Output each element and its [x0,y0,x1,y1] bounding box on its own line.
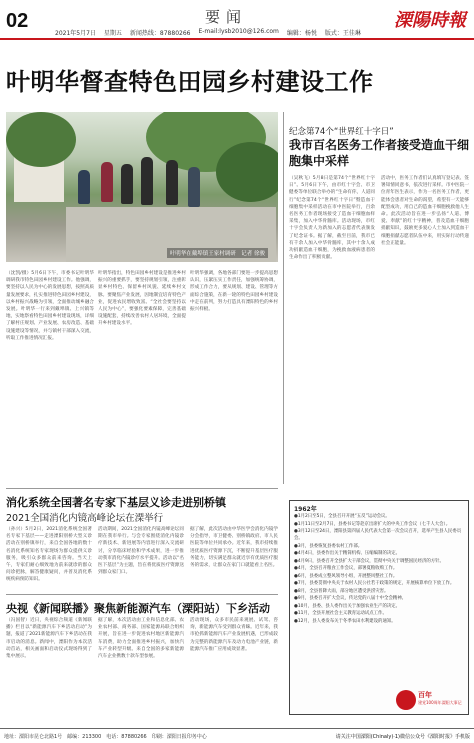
story2-body-col1: （孙兴）5月2日，2021消化系统全国著名专家下基层——走进溧阳别桥大型义诊活动在别桥镇举行，来自全国各地的数十名消化系统知名专家现场为群众提供义诊服务，吸引众多群众前来咨询。当天上午，专家们耐心细致地为前来就诊的群众问诊把脉，解答健康疑问，并普及消化系统疾病预防知识。 [6,527,92,583]
masthead [0,0,474,40]
side-body-col2: 活动中，医务工作者们认真填写登记表、签署知情同意书，依次进行采样。市中医院一位青年医生表示，作为一名医务工作者，更能体会患者对生命的渴望，希望有一天能够配型成功，用自己的造血干细胞挽救他人生命。此次活动旨在进一步弘扬“人道、博爱、奉献”的红十字精神，普及造血干细胞捐献知识，鼓励更多爱心人士加入到造血干细胞捐献志愿者队伍中来，用实际行动传递社会正能量。 [381,176,469,246]
side-body-col1: （吴秋飞）5月8日是第74个“世界红十字日”。5月6日下午，由市红十字会、市卫健委等单位联合举办的“生命有你，人道同行”纪念第74个“世界红十字日”暨造血干细胞集中采样活动在市中医院举行，百余名医务工作者现场接受了造血干细胞血样采集，加入中华骨髓库。活动现场，市红十字会负责人为新加入的志愿者代表颁发了纪念证书。据了解，截至目前，我市已有千余人加入中华骨髓库，其中十余人成功捐献造血干细胞，为挽救血液病患者的生命作出了积极贡献。 [289,176,375,261]
lead-photo [6,112,278,262]
lead-body-col2: 叶明华指出，特色田园乡村建设是推进乡村振兴的重要抓手，要坚持规划引领，注重彰显乡村特色、保留乡村风貌、延续乡村文脉。要聚焦产业发展，因地制宜培育特色产业，促进农民增收致富。“全社会要坚持以人民为中心”，要强化要素保障，完善基础设施配套，持续改善农村人居环境，全面提升乡村建设水平。 [98,271,186,327]
almanac-item: ●1月11日至2月7日，县委书记等赴京出席扩大的中央工作会议（七千人大会）。 [294,521,451,527]
page-number: 02 [6,10,29,32]
story3-headline: 央视《新闻联播》聚焦新能源汽车（溧阳站）下乡活动 [6,602,270,615]
story2-body-col3: 据了解，此次活动由中华医学会消化内镜学分会指导，市卫健委、别桥镇政府、市人民医院等单位共同承办。近年来，我市持续推进优质医疗资源下沉，不断提升基层医疗服务能力，切实满足群众就近享有优质医疗服务的需求，让群众在家门口就能看上名医。 [190,527,278,569]
story2-headline: 消化系统全国著名专家下基层义诊走进别桥镇 [6,496,226,509]
almanac-item: ●3月12日至24日，溧阳县第四届人民代表大会第一次会议召开，选举产生县人民委员会。 [294,529,462,541]
newspaper-logo: 溧陽時報 [394,10,466,31]
almanac-item: ●11月，全县开展社会主义教育运动试点工作。 [294,611,387,616]
photo-person [141,157,153,205]
section-title: 要闻 [205,8,248,26]
anniversary-emblem-icon [396,690,416,710]
almanac-item: ●10月，县委、县人委作出关于加强农业生产的决定。 [294,603,401,609]
almanac-item: ●12月，县人委发布关于冬季农田水利建设的通知。 [294,618,396,624]
issue-weekday: 星期五 [103,30,122,37]
anniversary-text: 建党100周年溧阳大事记 [418,700,462,705]
photo-person [101,162,113,202]
photo-person [166,160,178,205]
story2-body-col2: 活动期间，2021全国消化内镜高峰论坛同期在我市举行。与会专家围绕消化内镜诊疗新技术、新进展等内容进行深入交流研讨，分享临床经验和学术成果，进一步推动我市消化内镜诊疗水平提升。活动以“名医下基层”为主题，旨在将优质医疗资源送到群众家门口。 [98,527,184,576]
lead-body-col3: 叶明华强调，各地各部门要进一步提高思想认识，压紧压实工作责任，加强统筹协调，形成工作合力，要从规划、建设、管理等方面综合施策，在新一轮的特色田园乡村建设中走在前列，努力打造具有溧阳特色的乡村振兴样板。 [190,271,278,313]
almanac-list [294,513,466,625]
almanac-item: ●6月，县委成立整风领导小组，开展整风整社工作。 [294,573,398,579]
almanac-year: 1962年 [294,506,317,513]
photo-person [121,164,133,204]
almanac-item: ●4月9日，县委召开全县扩大干部会议，贯彻中央关于调整国民经济的方针。 [294,558,444,564]
almanac-item: ●7月，县委贯彻中央关于农村人民公社若干政策的规定，开展核算单位下放工作。 [294,581,455,586]
editor-name: 编辑：杨悦 [286,30,317,37]
footer [0,728,474,743]
photo-caption: 叶明华在戴埠镇王家村调研 记者 徐骏 [167,248,268,258]
news-hotline: 新闻热线：87880266 [129,30,191,37]
photo-person [188,167,200,207]
info-line [55,28,415,37]
footer-address: 地址：溧阳市昆仑北路1号 邮编：213300 电话：87880266 印刷：溧阳日报印务中心 [4,734,207,740]
story3-body-col1: （冯国智）近日，央视综合频道《新闻联播》栏目以“新能源汽车下乡活动启动”为题，报道了2021新能源汽车下乡活动在我市启动的消息。新闻中，溧阳作为本次活动首站，相关画面和启动仪式现场得到了集中展示。 [6,618,92,660]
lead-body-col1: （沈凯/摄）5月6日下午，市委书记叶明华调研我市特色田园乡村建设工作。他强调，要坚持以人民为中心的发展思想，按照高质量发展要求，扎实推进特色田园乡村建设，以乡村振兴战略为引领，全面推动城乡融合发展。叶明华一行来到戴埠镇、上兴镇等地，实地察看特色田园乡村建设现场，详细了解村庄规划、产业发展、农房改造、基础设施建设等情况，并与镇村干部深入交流，听取工作推进情况汇报。 [6,271,94,341]
photo-person [78,170,90,204]
almanac-item: ●9月，县委召开扩大会议，传达党的八届十中全会精神。 [294,596,407,601]
section-divider [6,488,278,489]
section-divider [6,594,278,595]
side-headline: 我市百名医务工作者接受造血干细胞集中采样 [289,138,470,168]
almanac-item: ●8月，全县普降大雨，部分地区遭受洪涝灾害。 [294,588,389,594]
lead-headline: 叶明华督查特色田园乡村建设工作 [6,68,374,96]
issue-date: 2021年5月7日 [55,30,96,37]
story3-body-col2: 据了解，本次活动由工业和信息化部、农业农村部、商务部、国家能源局联合组织开展，旨在进一步促进农村地区新能源汽车消费，助力全面推进乡村振兴，加快汽车产业转型升级。来自全国的多家新能源汽车企业携数十款车型参展。 [98,618,184,660]
story3-body-col3: 活动现场，众多市民前来观展、试驾、咨询，新能源汽车受到群众青睐。近年来，我市抢抓新能源汽车产业发展机遇，已形成较为完整的新能源汽车及动力电池产业链，新能源汽车推广应用成效显著。 [190,618,278,652]
contact-email: E-mail:lysb2010@126.com [198,28,279,35]
almanac-item: ●1月2日至5日，全县召开开展“五反”运动会议。 [294,514,390,519]
photo-tree [216,142,278,202]
footer-wechat: 请关注中国溧阳(Chinaly)·1)微信公众号《溧阳时报》手机版 [335,734,470,740]
story2-subhead: 2021全国消化内镜高峰论坛在溧举行 [6,513,164,524]
column-divider [283,112,284,484]
photo-tree [6,112,76,167]
almanac-item: ●4月，全县召开粮食工作会议，部署夏粮收购工作。 [294,566,398,571]
anniversary-label: 百年 [418,691,432,699]
layout-name: 版式：王佳琳 [324,30,361,37]
side-kicker: 纪念第74个“世界红十字日” [289,127,394,137]
almanac-item: ●4月4日，县委作出关于精简机构、压缩编制的决定。 [294,551,401,556]
anniversary-badge [396,688,470,712]
almanac-box [289,500,469,715]
almanac-item: ●3月，县委恢复县委农村工作部。 [294,543,363,549]
